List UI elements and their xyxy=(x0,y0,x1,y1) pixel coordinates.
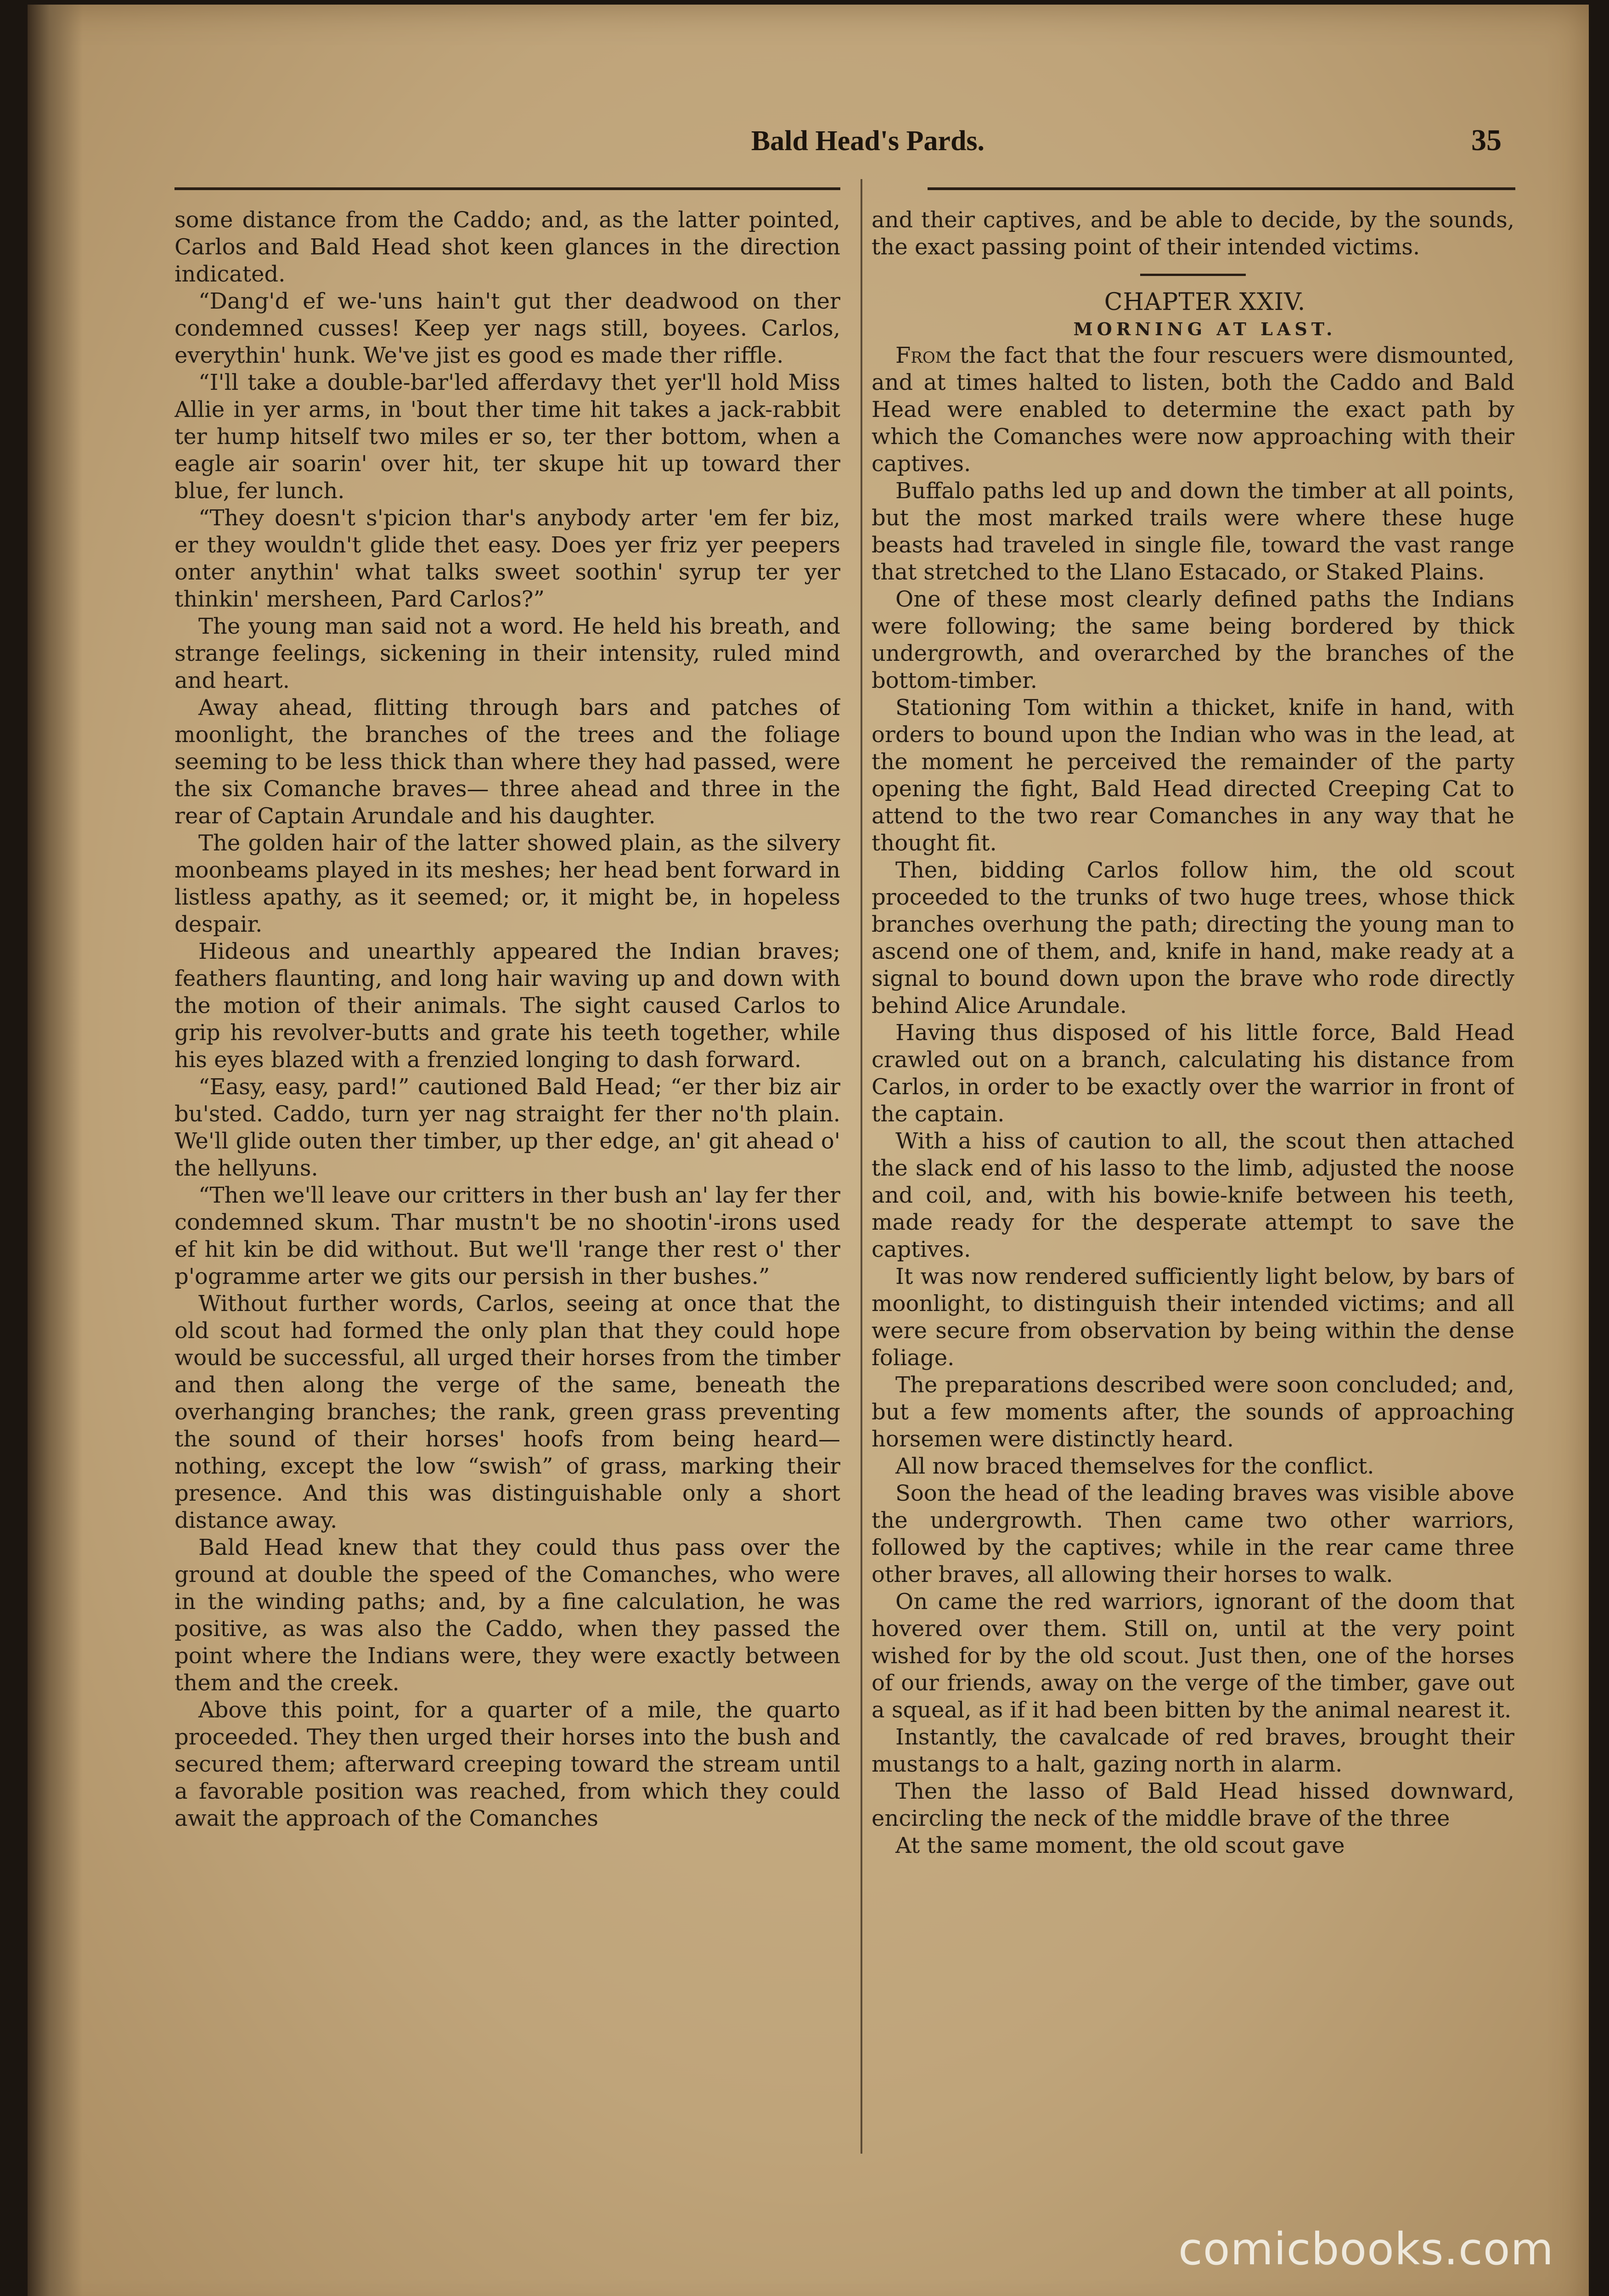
paragraph: Stationing Tom within a thicket, knife in hand, with orders to bound upon the Indian who was in the lead, at the moment he perceived the remainder of the party opening the fight, Bald Head directed Creeping Cat to attend to the two rear Comanches in any way that he thought fit. xyxy=(872,695,1514,856)
paragraph: Away ahead, flitting through bars and patches of moonlight, the branches of the trees and the foliage seeming to be less thick than where they had passed, were the six Comanche braves— three ahead and three in the rear of Captain Arundale and his daughter. xyxy=(174,695,840,829)
paragraph: Having thus disposed of his little force, Bald Head crawled out on a branch, calculating his distance from Carlos, in order to be exactly over the warrior in front of the captain. xyxy=(872,1020,1514,1127)
magazine-page xyxy=(28,5,1589,2296)
paragraph: “Then we'll leave our critters in ther bush an' lay fer ther condemned skum. Thar mustn't be no shootin'-irons used ef hit kin be did without. But we'll 'range ther rest o' ther p'ogramme arter we gits our persish in ther bushes.” xyxy=(174,1182,840,1289)
paragraph: At the same moment, the old scout gave xyxy=(895,1833,1345,1858)
paragraph: One of these most clearly defined paths the Indians were following; the same being bordered by thick undergrowth, and overarched by the branches of the bottom-timber. xyxy=(872,586,1514,693)
paragraph: Instantly, the cavalcade of red braves, brought their mustangs to a halt, gazing north in alarm. xyxy=(872,1724,1514,1777)
paragraph: Then the lasso of Bald Head hissed downward, encircling the neck of the middle brave of the three xyxy=(872,1778,1514,1831)
right-text-column xyxy=(872,207,1514,2163)
paragraph: “Easy, easy, pard!” cautioned Bald Head; “er ther biz air bu'sted. Caddo, turn yer nag straight fer ther no'th plain. We'll glide outen ther timber, up ther edge, an' git ahead o' the hellyuns. xyxy=(174,1074,840,1181)
chapter-opening-paragraph xyxy=(872,342,1514,478)
paragraph: Soon the head of the leading braves was visible above the undergrowth. Then came two other warriors, followed by the captives; while in the rear came three other braves, all allowing their horses to walk. xyxy=(872,1480,1514,1587)
header-rule-left xyxy=(174,187,840,190)
section-rule xyxy=(1140,274,1246,276)
paragraph: The golden hair of the latter showed plain, as the silvery moonbeams played in its meshes; her head bent forward in listless apathy, as it seemed; or, it might be, in hopeless despair. xyxy=(174,830,840,937)
paragraph: “Dang'd ef we-'uns hain't gut ther deadwood on ther condemned cusses! Keep yer nags still, boyees. Carlos, everythin' hunk. We've jist es good es made ther riffle. xyxy=(174,288,840,368)
running-header-title: Bald Head's Pards. xyxy=(751,125,985,157)
paragraph: Buffalo paths led up and down the timber at all points, but the most marked trails were where these huge beasts had traveled in single file, toward the vast range that stretched to the Llano Estacado, or Staked Plains. xyxy=(872,478,1514,585)
paragraph: On came the red warriors, ignorant of the doom that hovered over them. Still on, until at the very point wished for by the old scout. Just then, one of the horses of our friends, away on the verge of the timber, gave out a squeal, as if it had been bitten by the animal nearest it. xyxy=(872,1589,1514,1723)
chapter-subtitle: MORNING AT LAST. xyxy=(1073,319,1337,339)
page-number: 35 xyxy=(1471,124,1502,157)
paragraph: Without further words, Carlos, seeing at once that the old scout had formed the only plan that they could hope would be successful, all urged their horses from the timber and then along the verge of the same, beneath the overhanging branches; the rank, green grass preventing the sound of their horses' hoofs from being heard—nothing, except the low “swish” of grass, marking their presence. And this was distinguishable only a short distance away. xyxy=(174,1291,840,1533)
chapter-title: CHAPTER XXIV. xyxy=(1104,288,1306,316)
paragraph: and their captives, and be able to decide, by the sounds, the exact passing point of their intended victims. xyxy=(872,207,1514,260)
paragraph: Above this point, for a quarter of a mile, the quarto proceeded. They then urged their horses into the bush and secured them; afterward creeping toward the stream until a favorable position was reached, from which they could await the approach of the Comanches xyxy=(174,1697,840,1831)
paragraph: Hideous and unearthly appeared the Indian braves; feathers flaunting, and long hair waving up and down with the motion of their animals. The sight caused Carlos to grip his revolver-butts and grate his teeth together, while his eyes blazed with a frenzied longing to dash forward. xyxy=(174,939,840,1073)
paragraph: With a hiss of caution to all, the scout then attached the slack end of his lasso to the limb, adjusted the noose and coil, and, with his bowie-knife between his teeth, made ready for the desperate attempt to save the captives. xyxy=(872,1128,1514,1262)
header-rule-right xyxy=(928,187,1515,190)
left-text-column xyxy=(174,207,840,2163)
paragraph: “They doesn't s'picion thar's anybody arter 'em fer biz, er they wouldn't glide thet easy. Does yer friz yer peepers onter anythin' what talks sweet soothin' syrup ter yer thinkin' mersheen, Pard Carlos?” xyxy=(174,505,840,612)
paragraph: The young man said not a word. He held his breath, and strange feelings, sickening in their intensity, ruled mind and heart. xyxy=(174,613,840,693)
page-spine-shadow xyxy=(28,5,83,2296)
paragraph: It was now rendered sufficiently light below, by bars of moonlight, to distinguish their intended victims; and all were secure from observation by being within the dense foliage. xyxy=(872,1264,1514,1371)
paragraph: Bald Head knew that they could thus pass over the ground at double the speed of the Comanches, who were in the winding paths; and, by a fine calculation, he was positive, as was also the Caddo, when they passed the point where the Indians were, they were exactly between them and the creek. xyxy=(174,1535,840,1696)
drop-word: From xyxy=(895,343,951,368)
site-watermark: comicbooks.com xyxy=(1178,2223,1554,2275)
paragraph: some distance from the Caddo; and, as the latter pointed, Carlos and Bald Head shot keen glances in the direction indicated. xyxy=(174,207,840,287)
paragraph: The preparations described were soon concluded; and, but a few moments after, the sounds of approaching horsemen were distinctly heard. xyxy=(872,1372,1514,1452)
paragraph: All now braced themselves for the conflict. xyxy=(895,1453,1374,1479)
column-divider xyxy=(861,179,862,2154)
paragraph: Then, bidding Carlos follow him, the old scout proceeded to the trunks of two huge trees, whose thick branches overhung the path; directing the young man to ascend one of them, and, knife in hand, make ready at a signal to bound down upon the brave who rode directly behind Alice Arundale. xyxy=(872,857,1514,1019)
paragraph: “I'll take a double-bar'led afferdavy thet yer'll hold Miss Allie in yer arms, in 'bout ther time hit takes a jack-rabbit ter hump hitself two miles er so, ter ther bottom, when a eagle air soarin' over hit, ter skupe hit up toward ther blue, fer lunch. xyxy=(174,370,840,504)
opening-text: the fact that the four rescuers were dismounted, and at times halted to listen, both the Caddo and Bald Head were enabled to determine the exact path by which the Comanches were now approaching with their captives. xyxy=(872,343,1514,477)
